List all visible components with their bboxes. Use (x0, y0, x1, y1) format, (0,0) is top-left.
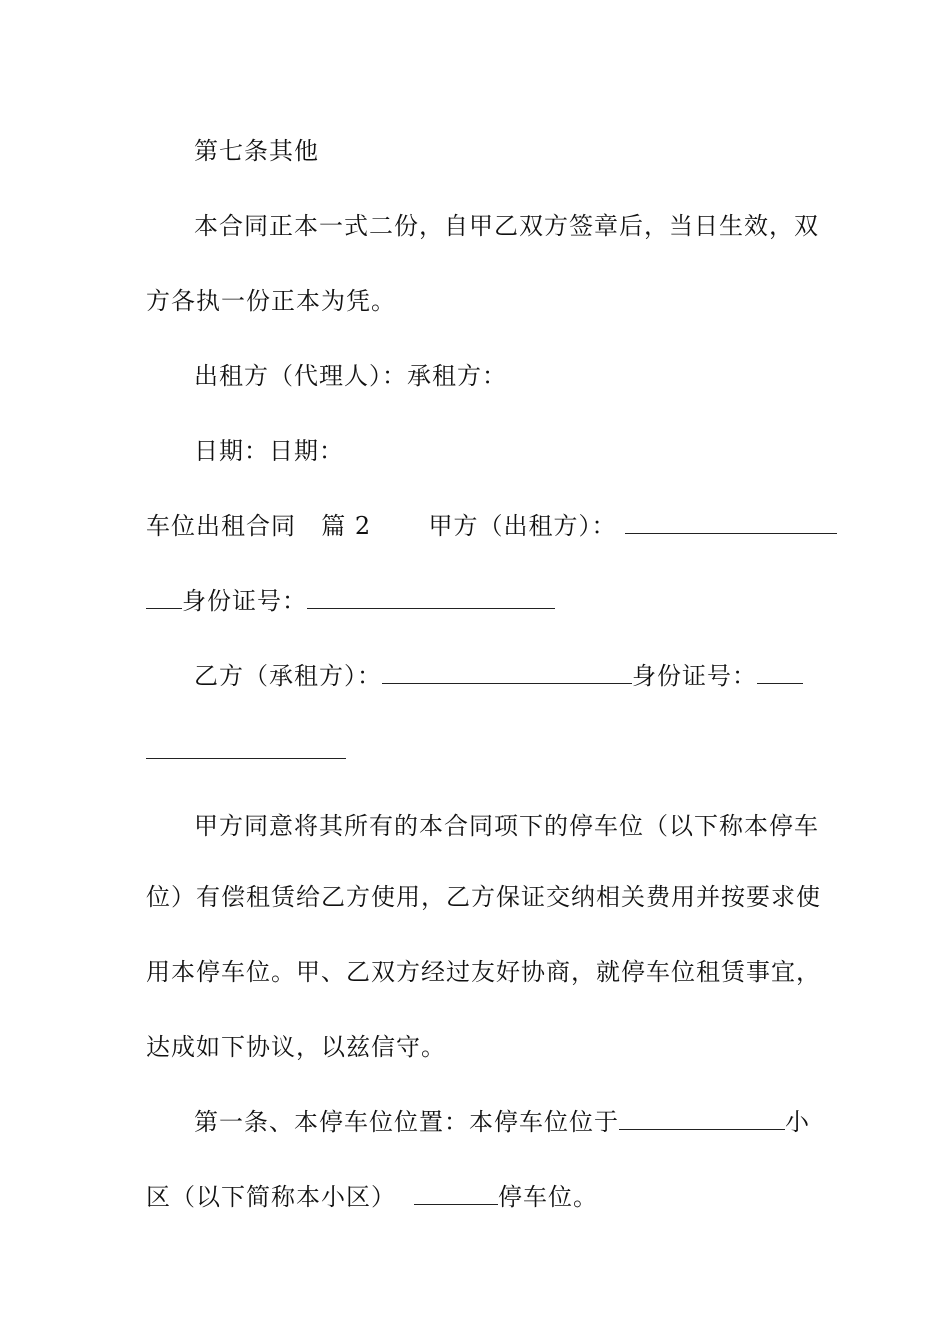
parking-space-number-blank[interactable] (414, 1184, 498, 1205)
article-1-line-1-end: 小 (785, 1108, 810, 1136)
article-7-heading: 第七条其他 (194, 137, 319, 165)
article-1-location-text: 第一条、本停车位位置：本停车位位于 (194, 1108, 619, 1136)
intro-paragraph-line-2: 位）有偿租赁给乙方使用，乙方保证交纳相关费用并按要求使 (146, 883, 821, 911)
party-a-label: 甲方（出租方）： (428, 512, 617, 540)
date-line: 日期：日期： (194, 437, 344, 465)
intro-paragraph-line-4: 达成如下协议，以兹信守。 (146, 1033, 446, 1061)
article-7-paragraph-line-2: 方各执一份正本为凭。 (146, 287, 396, 315)
signature-line: 出租方（代理人）：承租方： (194, 362, 507, 390)
contract-part-number: 篇 2 (321, 512, 372, 540)
party-b-id-label: 身份证号： (632, 662, 757, 690)
party-b-id-continued-line (146, 736, 346, 766)
party-b-id-blank[interactable] (757, 663, 803, 684)
article-1-community-text: 区（以下简称本小区） (146, 1183, 396, 1211)
article-7-paragraph-line-1: 本合同正本一式二份，自甲乙双方签章后，当日生效，双 (194, 212, 819, 240)
party-b-label: 乙方（承租方）： (194, 662, 382, 690)
article-1-line-1 (194, 1107, 810, 1137)
contract-2-header-line (146, 511, 837, 541)
party-a-id-line (146, 586, 555, 616)
community-name-blank[interactable] (619, 1109, 785, 1130)
article-1-line-2-end: 停车位。 (498, 1183, 598, 1211)
contract-title: 车位出租合同 (146, 512, 296, 540)
party-a-id-blank[interactable] (307, 588, 555, 609)
party-a-name-blank-continued[interactable] (146, 588, 182, 609)
party-a-id-label: 身份证号： (182, 587, 307, 615)
party-b-id-blank-continued[interactable] (146, 738, 346, 759)
article-1-line-2 (146, 1182, 598, 1212)
party-a-name-blank[interactable] (625, 513, 837, 534)
intro-paragraph-line-3: 用本停车位。甲、乙双方经过友好协商，就停车位租赁事宜， (146, 958, 821, 986)
party-b-line (194, 661, 803, 691)
party-b-name-blank[interactable] (382, 663, 632, 684)
intro-paragraph-line-1: 甲方同意将其所有的本合同项下的停车位（以下称本停车 (194, 812, 819, 840)
